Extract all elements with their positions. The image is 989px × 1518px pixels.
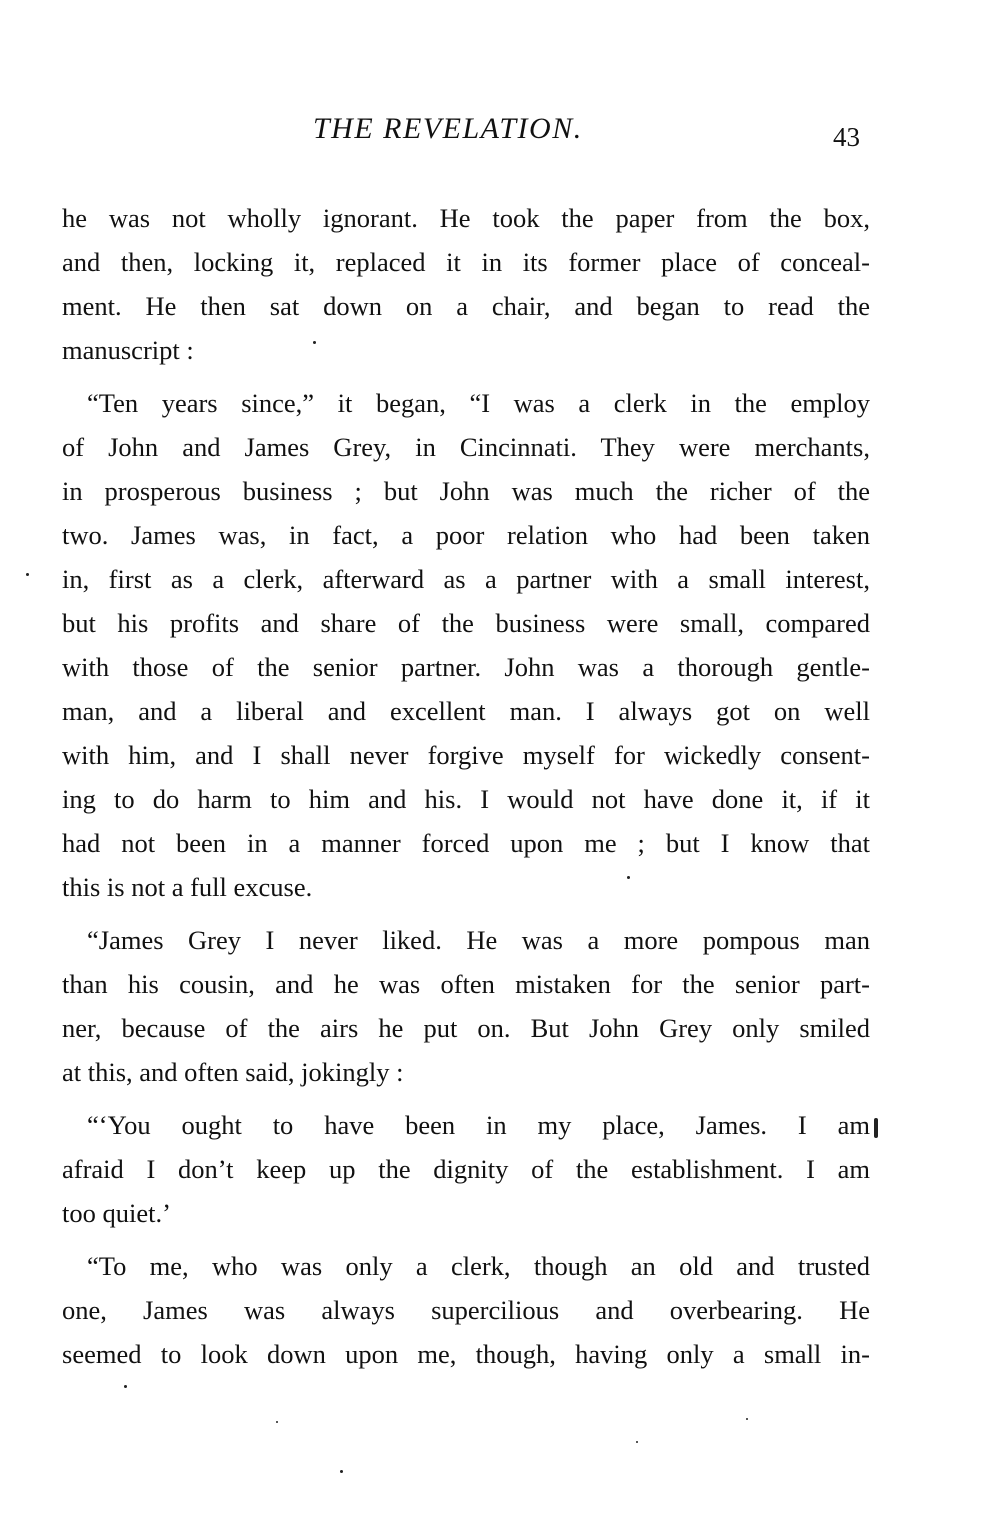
paragraph-gap bbox=[62, 1235, 870, 1244]
print-speck bbox=[636, 1441, 638, 1443]
page-number: 43 bbox=[833, 122, 860, 152]
paragraph-gap bbox=[62, 909, 870, 918]
paragraph-5 bbox=[62, 1244, 870, 1376]
paragraph-2 bbox=[62, 381, 870, 909]
paragraph-1 bbox=[62, 196, 870, 372]
text-line: “James Grey I never liked. He was a more pompous man bbox=[87, 925, 870, 955]
print-speck bbox=[313, 341, 316, 344]
text-line: in prosperous business ; but John was much the richer of the bbox=[62, 476, 870, 506]
text-line: afraid I don’t keep up the dignity of the establishment. I am bbox=[62, 1154, 870, 1184]
print-speck bbox=[276, 1421, 278, 1423]
text-line: “To me, who was only a clerk, though an old and trusted bbox=[87, 1251, 870, 1281]
paragraph-4 bbox=[62, 1103, 870, 1235]
text-line: this is not a full excuse. bbox=[62, 872, 313, 902]
print-speck bbox=[124, 1385, 127, 1388]
text-line: “Ten years since,” it began, “I was a clerk in the employ bbox=[87, 388, 870, 418]
text-line: with him, and I shall never forgive myself for wickedly consent- bbox=[62, 740, 870, 770]
text-line: of John and James Grey, in Cincinnati. They were merchants, bbox=[62, 432, 870, 462]
text-line: man, and a liberal and excellent man. I always got on well bbox=[62, 696, 870, 726]
text-line: ment. He then sat down on a chair, and began to read the bbox=[62, 291, 870, 321]
print-speck bbox=[340, 1470, 343, 1473]
body-text bbox=[62, 196, 870, 1376]
text-line: ner, because of the airs he put on. But John Grey only smiled bbox=[62, 1013, 870, 1043]
print-speck bbox=[746, 1418, 748, 1420]
text-line: too quiet.’ bbox=[62, 1198, 171, 1228]
text-line: one, James was always supercilious and overbearing. He bbox=[62, 1295, 870, 1325]
text-line: than his cousin, and he was often mistaken for the senior part- bbox=[62, 969, 870, 999]
print-speck bbox=[627, 876, 630, 879]
text-line: two. James was, in fact, a poor relation who had been taken bbox=[62, 520, 870, 550]
paragraph-gap bbox=[62, 372, 870, 381]
text-line: “‘You ought to have been in my place, James. I am bbox=[87, 1110, 870, 1140]
text-line: with those of the senior partner. John was a thorough gentle- bbox=[62, 652, 870, 682]
text-line: at this, and often said, jokingly : bbox=[62, 1057, 404, 1087]
text-line: ing to do harm to him and his. I would not have done it, if it bbox=[62, 784, 870, 814]
text-line: he was not wholly ignorant. He took the paper from the box, bbox=[62, 203, 870, 233]
paragraph-3 bbox=[62, 918, 870, 1094]
running-title: THE REVELATION. bbox=[313, 112, 583, 145]
text-line: but his profits and share of the business were small, compared bbox=[62, 608, 870, 638]
text-line: manuscript : bbox=[62, 335, 194, 365]
print-speck bbox=[26, 573, 29, 576]
text-line: had not been in a manner forced upon me ; but I know that bbox=[62, 828, 870, 858]
paragraph-gap bbox=[62, 1094, 870, 1103]
text-line: seemed to look down upon me, though, having only a small in- bbox=[62, 1339, 870, 1369]
print-speck bbox=[874, 1118, 878, 1138]
text-line: and then, locking it, replaced it in its former place of conceal- bbox=[62, 247, 870, 277]
text-line: in, first as a clerk, afterward as a partner with a small interest, bbox=[62, 564, 870, 594]
